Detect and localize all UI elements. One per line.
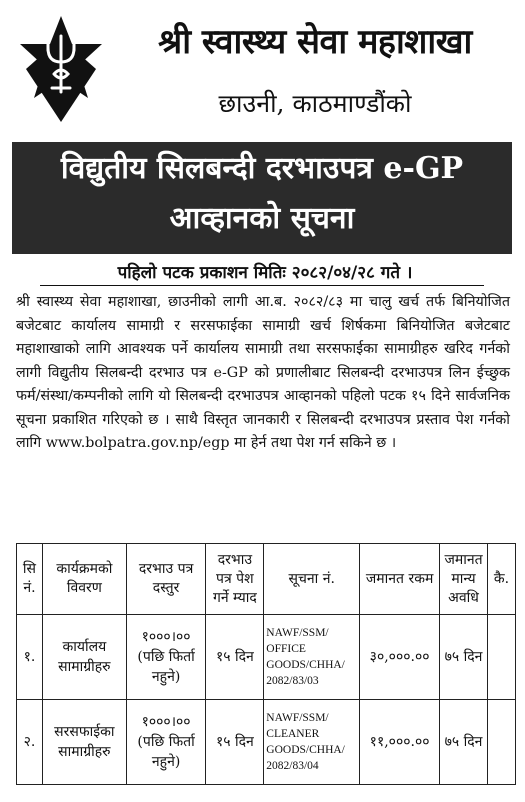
header-remarks: कै. — [488, 544, 516, 615]
cell-description: कार्यालय सामाग्रीहरु — [42, 615, 126, 700]
cell-sn: २. — [17, 700, 43, 785]
notice-header — [0, 0, 525, 138]
table-row — [17, 700, 516, 785]
fee-note: (पछि फिर्ता नहुने) — [137, 649, 195, 685]
table-header-row — [17, 544, 516, 615]
office-location: छाउनी, काठमाण्डौंको — [218, 89, 412, 118]
office-name: श्री स्वास्थ्य सेवा महाशाखा — [158, 22, 472, 62]
cell-remarks — [488, 700, 516, 785]
publication-date: पहिलो पटक प्रकाशन मितिः २०८२/०४/२८ गते । — [117, 263, 413, 283]
header-description: कार्यक्रमको विवरण — [42, 544, 126, 615]
cell-security: ११,०००.०० — [360, 700, 440, 785]
fee-amount: १०००।०० — [141, 714, 191, 730]
header-fee: दरभाउ पत्र दस्तुर — [126, 544, 206, 615]
notice-title: विद्युतीय सिलबन्दी दरभाउपत्र e-GP — [60, 151, 464, 186]
cell-notice-no: NAWF/SSM/ OFFICE GOODS/CHHA/ 2082/83/03 — [264, 615, 360, 700]
cell-fee — [126, 700, 206, 785]
government-star-emblem — [18, 14, 104, 124]
notice-subtitle: आव्हानको सूचना — [169, 201, 355, 236]
fee-amount: १०००।०० — [141, 629, 191, 645]
table-row — [17, 615, 516, 700]
cell-description: सरसफाईका सामाग्रीहरु — [42, 700, 126, 785]
notice-body-paragraph: श्री स्वास्थ्य सेवा महाशाखा, छाउनीको लागी आ.ब. २०८२/८३ मा चालु खर्च तर्फ बिनियोजित बजेटबाट कार्यालय सामाग्री र सरसफाईका सामाग्री खर्च शिर्षकमा बिनियोजित बजेटबाट महाशाखाको लागि आवश्यक पर्ने कार्यालय सामाग्री तथा सरसफाईका सामाग्रीहरु खरिद गर्नको लागी विद्युतीय सिलबन्दी दरभाउ पत्र e-GP को प्रणालीबाट सिलबन्दी दरभाउपत्र लिन ईच्छुक फर्म/संस्था/कम्पनीको लागि यो सिलबन्दी दरभाउपत्र आव्हानको पहिलो पटक १५ दिने सार्वजनिक सूचना प्रकाशित गरिएको छ । साथै विस्तृत जानकारी र सिलबन्दी दरभाउपत्र प्रस्ताव पेश गर्नको लागि www.bolpatra.gov.np/egp मा हेर्न तथा पेश गर्न सकिने छ । — [16, 294, 510, 451]
tender-table — [16, 543, 516, 785]
cell-deadline: १५ दिन — [206, 615, 264, 700]
cell-validity: ७५ दिन — [440, 615, 488, 700]
cell-security: ३०,०००.०० — [360, 615, 440, 700]
header-security: जमानत रकम — [360, 544, 440, 615]
header-deadline: दरभाउ पत्र पेश गर्ने म्याद — [206, 544, 264, 615]
cell-remarks — [488, 615, 516, 700]
cell-sn: १. — [17, 615, 43, 700]
header-notice-no: सूचना नं. — [264, 544, 360, 615]
cell-deadline: १५ दिन — [206, 700, 264, 785]
cell-validity: ७५ दिन — [440, 700, 488, 785]
cell-notice-no: NAWF/SSM/ CLEANER GOODS/CHHA/ 2082/83/04 — [264, 700, 360, 785]
fee-note: (पछि फिर्ता नहुने) — [137, 734, 195, 770]
header-sn: सि नं. — [17, 544, 43, 615]
header-validity: जमानत मान्य अवधि — [440, 544, 488, 615]
cell-fee — [126, 615, 206, 700]
publication-underline — [40, 285, 484, 286]
